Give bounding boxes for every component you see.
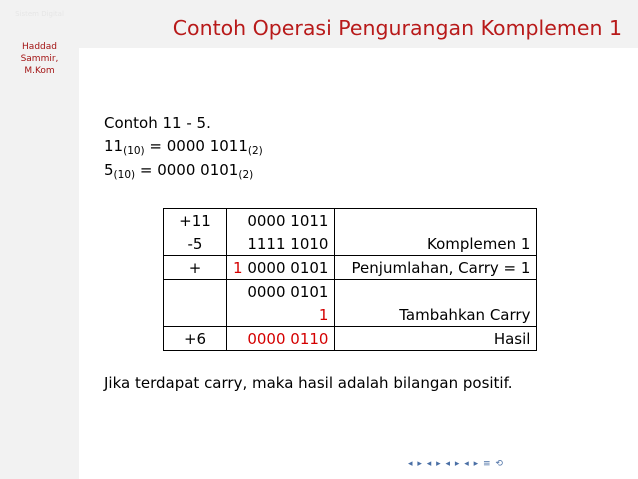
- carry-digit: 1: [233, 258, 243, 277]
- table-row: [164, 303, 537, 327]
- equation-5: [104, 161, 253, 181]
- eq2-value: = 0000 0101: [135, 161, 239, 179]
- table-row: [164, 232, 537, 256]
- eq1-base2: (2): [247, 145, 263, 157]
- table-row: [164, 280, 537, 304]
- op-cell: [164, 303, 227, 327]
- navigation-icons[interactable]: ◂ ▸ ◂ ▸ ◂ ▸ ◂ ▸ ≡ ⟲: [408, 459, 504, 469]
- table-row: [164, 209, 537, 233]
- intro-text: Contoh 11 - 5.: [104, 114, 211, 132]
- eq2-num: 5: [104, 161, 114, 179]
- table-row: [164, 256, 537, 280]
- op-cell: [164, 280, 227, 304]
- binary-cell: 1: [227, 303, 335, 327]
- slide-title: Contoh Operasi Pengurangan Komplemen 1: [79, 0, 638, 48]
- note-cell: Tambahkan Carry: [335, 303, 537, 327]
- op-cell: +: [164, 256, 227, 280]
- table-row: [164, 327, 537, 351]
- binary-cell: 1111 1010: [227, 232, 335, 256]
- op-cell: +11: [164, 209, 227, 233]
- author-line-3: M.Kom: [24, 66, 55, 76]
- binary-cell: 0000 0101: [227, 280, 335, 304]
- binary-cell: 0000 0110: [227, 327, 335, 351]
- note-cell: Hasil: [335, 327, 537, 351]
- eq1-num: 11: [104, 137, 124, 155]
- note-cell: [335, 280, 537, 304]
- subtraction-table: [163, 208, 537, 351]
- author-line-1: Haddad: [22, 42, 57, 52]
- equation-11: [104, 137, 263, 157]
- note-cell: [335, 209, 537, 233]
- eq1-value: = 0000 1011: [144, 137, 248, 155]
- sidebar: [0, 0, 79, 479]
- binary-cell: [227, 256, 335, 280]
- eq2-base: (10): [113, 169, 136, 181]
- sidebar-author: [0, 41, 79, 77]
- binary-cell: 0000 1011: [227, 209, 335, 233]
- op-cell: -5: [164, 232, 227, 256]
- eq2-base2: (2): [238, 169, 254, 181]
- note-cell: Penjumlahan, Carry = 1: [335, 256, 537, 280]
- eq1-base: (10): [123, 145, 145, 157]
- op-cell: +6: [164, 327, 227, 351]
- binary-value: 0000 0101: [247, 258, 329, 277]
- sidebar-top-text[interactable]: Sistem Digital: [15, 10, 64, 18]
- author-line-2: Sammir,: [20, 54, 59, 64]
- note-cell: Komplemen 1: [335, 232, 537, 256]
- conclusion-text: Jika terdapat carry, maka hasil adalah bilangan positif.: [104, 374, 513, 392]
